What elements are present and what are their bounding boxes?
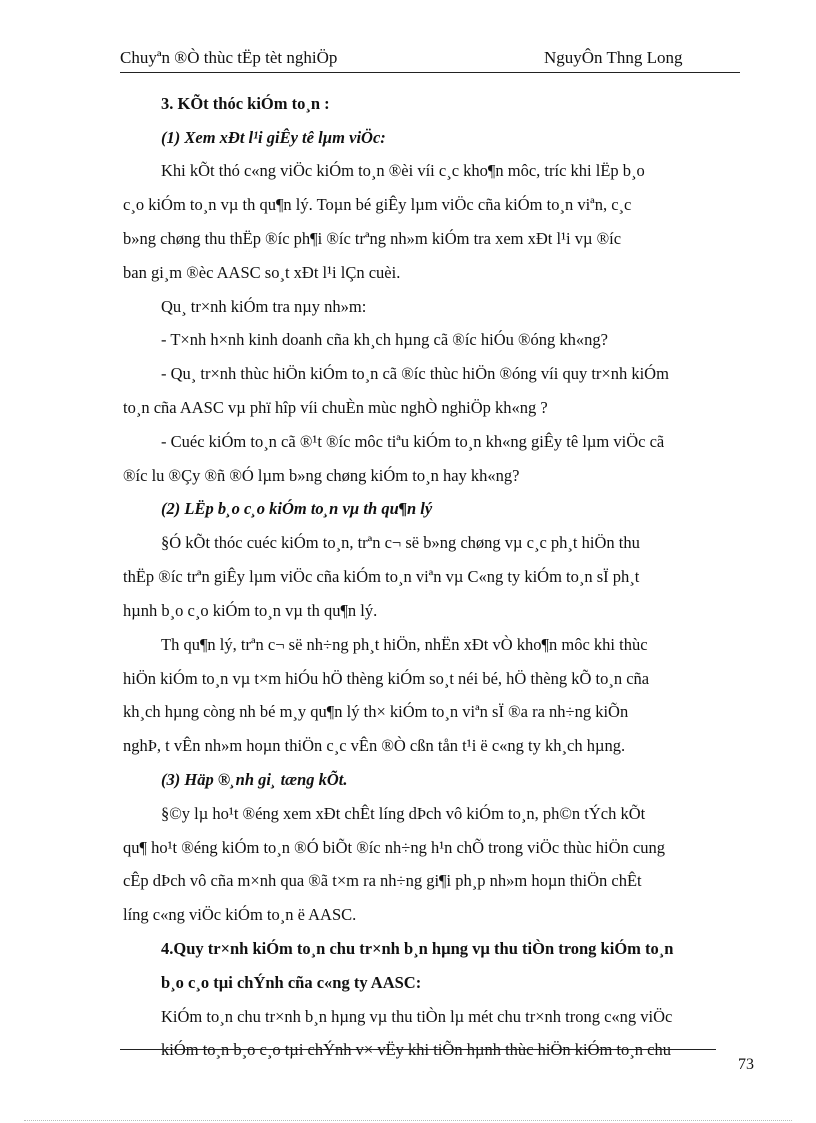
paragraph-line: líng c«ng viÖc kiÓm to¸n ë AASC. bbox=[123, 905, 357, 924]
paragraph-line: qu¶ ho¹t ®éng kiÓm to¸n ®Ó biÕt ®íc nh÷ng h¹n chÕ trong viÖc thùc hiÖn cung bbox=[123, 838, 666, 857]
paragraph-line: ®íc lu ®Çy ®ñ ®Ó lµm b»ng chøng kiÓm to¸n hay kh«ng? bbox=[123, 466, 520, 485]
paragraph-line: §Ó kÕt thóc cuéc kiÓm to¸n, trªn c¬ së b»ng chøng vµ c¸c ph¸t hiÖn thu bbox=[161, 533, 640, 552]
paragraph-line: Khi kÕt thó c«ng viÖc kiÓm to¸n ®èi víi c¸c kho¶n môc, tríc khi lËp b¸o bbox=[161, 161, 645, 180]
paragraph-line: kiÓm to¸n b¸o c¸o tµi chÝnh v× vËy khi tiÕn hµnh thùc hiÖn kiÓm to¸n chu bbox=[161, 1040, 671, 1059]
list-item: - Cuéc kiÓm to¸n cã ®¹t ®íc môc tiªu kiÓm to¸n kh«ng giÊy tê lµm viÖc cã bbox=[161, 432, 665, 451]
header-document-title: Chuyªn ®Ò thùc tËp tèt nghiÖp bbox=[120, 48, 338, 67]
paragraph-line: hµnh b¸o c¸o kiÓm to¸n vµ th qu¶n lý. bbox=[123, 601, 378, 620]
paragraph-line: b»ng chøng thu thËp ®íc ph¶i ®íc trªng nh»m kiÓm tra xem xÐt l¹i vµ ®íc bbox=[123, 229, 622, 248]
paragraph-line: hiÖn kiÓm to¸n vµ t×m hiÓu hÖ thèng kiÓm so¸t néi bé, hÖ thèng kÕ to¸n cña bbox=[123, 669, 650, 688]
footer-divider bbox=[120, 1049, 716, 1050]
subsection-heading: (3) Häp ®¸nh gi¸ tæng kÕt. bbox=[161, 770, 348, 789]
section-heading: b¸o c¸o tµi chÝnh cña c«ng ty AASC: bbox=[161, 973, 422, 992]
section-heading: 3. KÕt thóc kiÓm to¸n : bbox=[161, 94, 330, 113]
paragraph-line: ban gi¸m ®èc AASC so¸t xÐt l¹i lÇn cuèi. bbox=[123, 263, 401, 282]
page-edge bbox=[24, 1120, 792, 1121]
paragraph-line: cÊp dÞch vô cña m×nh qua ®ã t×m ra nh÷ng gi¶i ph¸p nh»m hoµn thiÖn chÊt bbox=[123, 871, 642, 890]
paragraph-line: kh¸ch hµng còng nh bé m¸y qu¶n lý th× kiÓm to¸n viªn sÏ ®a ra nh÷ng kiÕn bbox=[123, 702, 629, 721]
page-header bbox=[120, 48, 740, 73]
paragraph-line: Th qu¶n lý, trªn c¬ së nh÷ng ph¸t hiÖn, nhËn xÐt vÒ kho¶n môc khi thùc bbox=[161, 635, 648, 654]
list-item: - T×nh h×nh kinh doanh cña kh¸ch hµng cã ®íc hiÓu ®óng kh«ng? bbox=[161, 330, 608, 349]
header-author: NguyÔn Thng Long bbox=[544, 48, 683, 67]
paragraph-line: Qu¸ tr×nh kiÓm tra nµy nh»m: bbox=[161, 297, 367, 316]
paragraph-line: nghÞ, t vÊn nh»m hoµn thiÖn c¸c vÊn ®Ò cßn tån t¹i ë c«ng ty kh¸ch hµng. bbox=[123, 736, 626, 755]
subsection-heading: (1) Xem xÐt l¹i giÊy tê lµm viÖc: bbox=[161, 128, 386, 147]
subsection-heading: (2) LËp b¸o c¸o kiÓm to¸n vµ th qu¶n lý bbox=[161, 499, 433, 518]
paragraph-line: thËp ®íc trªn giÊy lµm viÖc cña kiÓm to¸n viªn vµ C«ng ty kiÓm to¸n sÏ ph¸t bbox=[123, 567, 640, 586]
paragraph-line: KiÓm to¸n chu tr×nh b¸n hµng vµ thu tiÒn lµ mét chu tr×nh trong c«ng viÖc bbox=[161, 1007, 673, 1026]
paragraph-line: to¸n cña AASC vµ phï hîp víi chuÈn mùc nghÒ nghiÖp kh«ng ? bbox=[123, 398, 548, 417]
section-heading: 4.Quy tr×nh kiÓm to¸n chu tr×nh b¸n hµng vµ thu tiÒn trong kiÓm to¸n bbox=[161, 939, 674, 958]
page-number: 73 bbox=[738, 1056, 754, 1073]
paragraph-line: §©y lµ ho¹t ®éng xem xÐt chÊt líng dÞch vô kiÓm to¸n, ph©n tÝch kÕt bbox=[161, 804, 646, 823]
list-item: - Qu¸ tr×nh thùc hiÖn kiÓm to¸n cã ®íc thùc hiÖn ®óng víi quy tr×nh kiÓm bbox=[161, 364, 669, 383]
paragraph-line: c¸o kiÓm to¸n vµ th qu¶n lý. Toµn bé giÊy lµm viÖc cña kiÓm to¸n viªn, c¸c bbox=[123, 195, 632, 214]
